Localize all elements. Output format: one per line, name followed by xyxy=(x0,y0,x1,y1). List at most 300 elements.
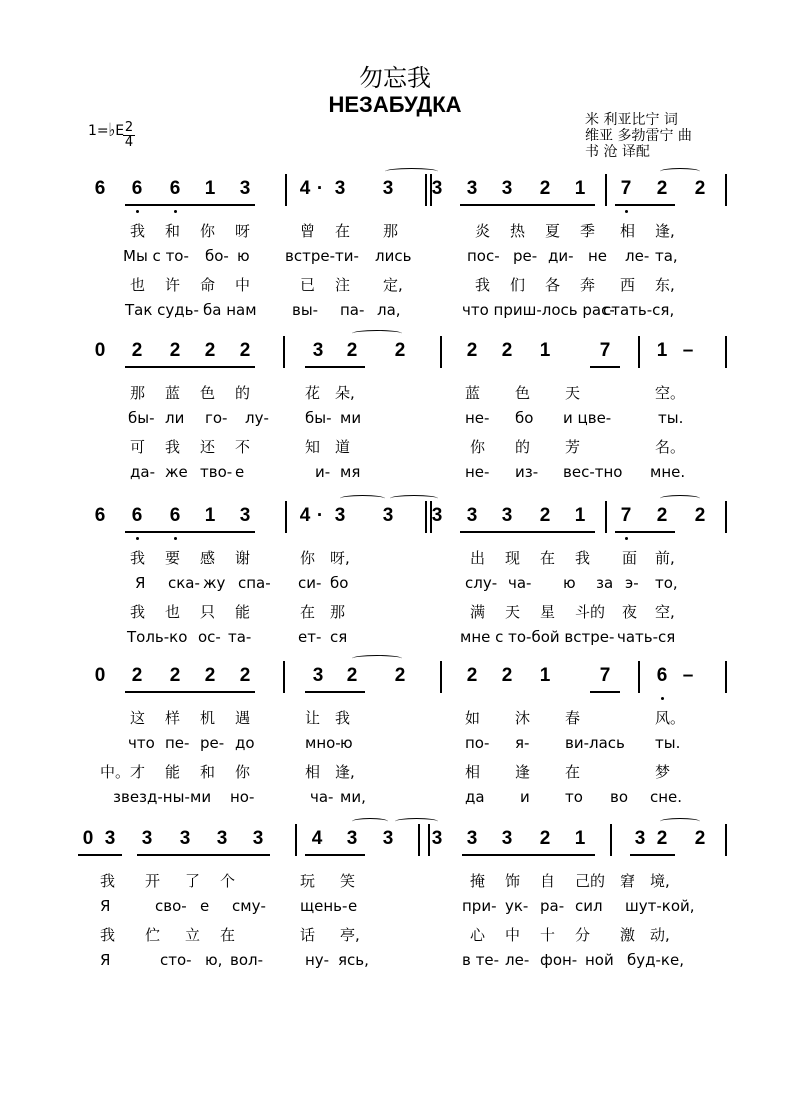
note: 7 xyxy=(599,340,611,361)
lyric-syllable: мно- xyxy=(305,734,341,752)
lyric-syllable: 许 xyxy=(165,276,181,294)
lyric-syllable: ми xyxy=(340,409,362,427)
bar-line xyxy=(285,174,287,206)
lyric-syllable: 定, xyxy=(383,276,403,294)
time-denominator: 4 xyxy=(124,135,134,150)
lyric-syllable: 斗的 xyxy=(575,603,606,621)
lyric-syllable: э- xyxy=(625,574,639,592)
tie-arc xyxy=(352,818,388,825)
note: 2 xyxy=(466,340,478,361)
lyric-syllable: та- xyxy=(228,628,252,646)
note: 7 xyxy=(599,665,611,686)
beam-line xyxy=(137,854,270,856)
lyric-syllable: пе- xyxy=(165,734,190,752)
lyric-syllable: 相 xyxy=(305,763,321,781)
lyric-syllable: ре- xyxy=(513,247,538,265)
lyric-syllable: 热 xyxy=(510,222,526,240)
lyric-syllable: 开 xyxy=(145,872,161,890)
note: 3 xyxy=(431,828,443,849)
octave-dot xyxy=(136,537,139,540)
lyric-syllable: 逢 xyxy=(515,763,531,781)
lyric-syllable: 春 xyxy=(565,709,581,727)
lyric-syllable: ну- xyxy=(305,951,330,969)
lyric-syllable: за xyxy=(596,574,614,592)
bar-line xyxy=(725,501,727,533)
lyric-syllable: Я xyxy=(135,574,146,592)
lyric-syllable: 中 xyxy=(505,926,521,944)
bar-line xyxy=(283,336,285,368)
lyric-syllable: 能 xyxy=(235,603,251,621)
lyric-syllable: 机 xyxy=(200,709,216,727)
lyric-syllable: лись xyxy=(375,247,412,265)
bar-line xyxy=(418,824,420,856)
lyric-syllable: и xyxy=(520,788,530,806)
lyric-syllable: 相 xyxy=(620,222,636,240)
bar-line xyxy=(425,501,427,533)
key-label: 1= xyxy=(88,123,109,139)
lyric-syllable: 梦 xyxy=(655,763,671,781)
lyric-syllable: 在 xyxy=(540,549,556,567)
tie-arc xyxy=(660,168,700,175)
lyric-syllable: е xyxy=(200,897,210,915)
note: 2 xyxy=(394,665,406,686)
note: 3 xyxy=(634,828,646,849)
lyric-syllable: 你 xyxy=(300,549,316,567)
lyric-syllable: не xyxy=(588,247,608,265)
bar-line xyxy=(638,661,640,693)
lyric-syllable: 我 xyxy=(165,438,181,456)
lyric-syllable: 我 xyxy=(130,549,146,567)
lyric-syllable: 如 xyxy=(465,709,481,727)
lyric-syllable: ет- xyxy=(298,628,322,646)
note: 3 xyxy=(104,828,116,849)
lyric-syllable: звезд-ны- xyxy=(113,788,190,806)
beam-line xyxy=(78,854,122,856)
lyric-syllable: 亭, xyxy=(340,926,360,944)
note: 1 xyxy=(204,505,216,526)
lyric-syllable: 那 xyxy=(130,384,146,402)
credits xyxy=(585,112,692,160)
note: 6 xyxy=(131,505,143,526)
lyric-syllable: 只 xyxy=(200,603,216,621)
lyric-syllable: 你 xyxy=(470,438,486,456)
bar-line xyxy=(440,661,442,693)
lyric-syllable: буд-ке, xyxy=(627,951,684,969)
lyric-syllable: но- xyxy=(230,788,255,806)
bar-line xyxy=(605,174,607,206)
lyric-syllable: же xyxy=(165,463,188,481)
note: 1 xyxy=(574,828,586,849)
note: 3 xyxy=(312,340,324,361)
note: 1 xyxy=(656,340,668,361)
lyric-syllable: 境, xyxy=(650,872,670,890)
lyric-syllable: шут-кой, xyxy=(625,897,695,915)
lyric-syllable: 己的 xyxy=(575,872,606,890)
bar-line xyxy=(425,174,427,206)
lyric-syllable: сил xyxy=(575,897,603,915)
note: 3 xyxy=(334,505,346,526)
lyric-syllable: 样 xyxy=(165,709,181,727)
note: 3 xyxy=(431,505,443,526)
lyric-syllable: сто- xyxy=(160,951,192,969)
lyric-syllable: 你 xyxy=(235,763,251,781)
lyric-syllable: 色 xyxy=(200,384,216,402)
note: 3 xyxy=(466,828,478,849)
lyric-syllable: 出 xyxy=(470,549,486,567)
lyric-syllable: 你 xyxy=(200,222,216,240)
lyric-syllable: 在 xyxy=(565,763,581,781)
lyric-syllable: спа- xyxy=(238,574,271,592)
lyric-syllable: 现 xyxy=(505,549,521,567)
lyric-syllable: ча- xyxy=(310,788,334,806)
note: 1 xyxy=(574,505,586,526)
lyric-syllable: та, xyxy=(655,247,678,265)
lyric-syllable: 天 xyxy=(505,603,521,621)
note: 3 xyxy=(431,178,443,199)
octave-dot xyxy=(174,537,177,540)
lyric-syllable: 的 xyxy=(515,438,531,456)
bar-line xyxy=(295,824,297,856)
note: 4 xyxy=(299,178,311,199)
lyric-syllable: Я xyxy=(100,951,111,969)
note: 2 xyxy=(539,505,551,526)
note: 2 xyxy=(694,505,706,526)
beam-line xyxy=(125,531,255,533)
note: 1 xyxy=(204,178,216,199)
lyric-syllable: ясь, xyxy=(338,951,369,969)
lyric-syllable: Я xyxy=(100,897,111,915)
note: 2 xyxy=(169,340,181,361)
note: 3 xyxy=(382,828,394,849)
lyric-syllable: 我 xyxy=(130,603,146,621)
beam-line xyxy=(590,691,620,693)
lyric-syllable: 笑 xyxy=(340,872,356,890)
lyric-syllable: 自 xyxy=(540,872,556,890)
lyric-syllable: пос- xyxy=(467,247,500,265)
lyric-syllable: 在 xyxy=(335,222,351,240)
note: 2 xyxy=(131,340,143,361)
lyric-syllable: щень- xyxy=(300,897,348,915)
lyric-syllable: мне. xyxy=(650,463,686,481)
tie-arc xyxy=(390,495,438,502)
note: 2 xyxy=(656,505,668,526)
lyric-syllable: ос- xyxy=(198,628,221,646)
dash: – xyxy=(682,665,694,686)
dash: – xyxy=(682,340,694,361)
note: 0 xyxy=(94,665,106,686)
note: 3 xyxy=(334,178,346,199)
note: 6 xyxy=(131,178,143,199)
lyric-syllable: 名。 xyxy=(655,438,686,456)
beam-line xyxy=(305,854,365,856)
dot: · xyxy=(316,178,324,199)
bar-line xyxy=(440,336,442,368)
lyric-syllable: 季 xyxy=(580,222,596,240)
lyric-syllable: 我 xyxy=(475,276,491,294)
note: 7 xyxy=(620,505,632,526)
note: 2 xyxy=(539,828,551,849)
note: 7 xyxy=(620,178,632,199)
lyric-syllable: да- xyxy=(130,463,155,481)
lyric-syllable: 窘 xyxy=(620,872,636,890)
lyric-syllable: 我 xyxy=(100,926,116,944)
lyric-syllable: по- xyxy=(465,734,490,752)
lyric-syllable: 激 xyxy=(620,926,636,944)
time-signature xyxy=(123,121,135,150)
lyric-syllable: 蓝 xyxy=(165,384,181,402)
lyric-syllable: 个 xyxy=(220,872,236,890)
lyric-syllable: вы- xyxy=(292,301,319,319)
credit-lyrics: 米 利亚比宁 词 xyxy=(585,112,678,128)
note: 2 xyxy=(394,340,406,361)
lyric-syllable: ук- xyxy=(505,897,529,915)
lyric-syllable: из- xyxy=(515,463,539,481)
lyric-syllable: 中。 xyxy=(100,763,131,781)
lyric-syllable: вол- xyxy=(230,951,264,969)
lyric-syllable: ви-лась xyxy=(565,734,625,752)
note: 2 xyxy=(656,178,668,199)
lyric-syllable: бы- xyxy=(128,409,155,427)
lyric-syllable: 玩 xyxy=(300,872,316,890)
lyric-syllable: стать-ся, xyxy=(603,301,675,319)
credit-music: 维亚 多勃雷宁 曲 xyxy=(585,128,692,144)
lyric-syllable: бы- xyxy=(305,409,332,427)
lyric-syllable: ты. xyxy=(658,409,684,427)
lyric-syllable: 奔 xyxy=(580,276,596,294)
lyric-syllable: 天 xyxy=(565,384,581,402)
lyric-syllable: 和 xyxy=(200,763,216,781)
lyric-syllable: тво- xyxy=(200,463,233,481)
lyric-syllable: 动, xyxy=(650,926,670,944)
lyric-syllable: 要 xyxy=(165,549,181,567)
bar-line xyxy=(725,174,727,206)
bar-line xyxy=(283,661,285,693)
bar-line xyxy=(428,824,430,856)
lyric-syllable: 呀, xyxy=(330,549,350,567)
note: 2 xyxy=(346,665,358,686)
note: 3 xyxy=(382,178,394,199)
lyric-syllable: 十 xyxy=(540,926,556,944)
lyric-syllable: 了 xyxy=(185,872,201,890)
note: 3 xyxy=(501,178,513,199)
note: 1 xyxy=(574,178,586,199)
lyric-syllable: 星 xyxy=(540,603,556,621)
note: 2 xyxy=(501,340,513,361)
lyric-syllable: 蓝 xyxy=(465,384,481,402)
note: 6 xyxy=(94,505,106,526)
note: 6 xyxy=(94,178,106,199)
lyric-syllable: лу- xyxy=(245,409,269,427)
lyric-syllable: бо xyxy=(330,574,349,592)
lyric-syllable: 沐 xyxy=(515,709,531,727)
lyric-syllable: ю xyxy=(340,734,353,752)
lyric-syllable: 前, xyxy=(655,549,675,567)
lyric-syllable: 相 xyxy=(465,763,481,781)
lyric-syllable: 可 xyxy=(130,438,146,456)
flat-sign: ♭ xyxy=(108,120,116,142)
dot: · xyxy=(316,505,324,526)
lyric-syllable: 我 xyxy=(100,872,116,890)
key-note: E xyxy=(115,123,125,139)
lyric-syllable: то xyxy=(565,788,583,806)
credit-translation: 书 沧 译配 xyxy=(585,144,650,160)
lyric-syllable: 和 xyxy=(165,222,181,240)
lyric-syllable: до xyxy=(235,734,255,752)
lyric-syllable: 东, xyxy=(655,276,675,294)
lyric-syllable: ска- xyxy=(168,574,200,592)
lyric-syllable: и цве- xyxy=(563,409,612,427)
bar-line xyxy=(638,336,640,368)
lyric-syllable: 我 xyxy=(575,549,591,567)
note: 6 xyxy=(656,665,668,686)
note: 2 xyxy=(239,340,251,361)
lyric-syllable: 这 xyxy=(130,709,146,727)
lyric-syllable: ла, xyxy=(377,301,401,319)
tie-arc xyxy=(395,818,438,825)
note: 1 xyxy=(539,665,551,686)
lyric-syllable: 能 xyxy=(165,763,181,781)
bar-line xyxy=(430,501,432,533)
lyric-syllable: ра- xyxy=(540,897,565,915)
lyric-syllable: 我 xyxy=(130,222,146,240)
lyric-syllable: 注 xyxy=(335,276,351,294)
note: 2 xyxy=(656,828,668,849)
lyric-syllable: ре- xyxy=(200,734,225,752)
lyric-syllable: 风。 xyxy=(655,709,686,727)
lyric-syllable: 饰 xyxy=(505,872,521,890)
bar-line xyxy=(610,824,612,856)
lyric-syllable: 那 xyxy=(330,603,346,621)
note: 4 xyxy=(299,505,311,526)
lyric-syllable: 遇 xyxy=(235,709,251,727)
lyric-syllable: 还 xyxy=(200,438,216,456)
lyric-syllable: 知 xyxy=(305,438,321,456)
lyric-syllable: 色 xyxy=(515,384,531,402)
lyric-syllable: сво- xyxy=(155,897,187,915)
lyric-syllable: при- xyxy=(462,897,497,915)
lyric-syllable: 朵, xyxy=(335,384,355,402)
note: 2 xyxy=(346,340,358,361)
beam-line xyxy=(305,366,365,368)
note: 3 xyxy=(239,178,251,199)
lyric-syllable: 分 xyxy=(575,926,591,944)
beam-line xyxy=(630,854,675,856)
note: 0 xyxy=(82,828,94,849)
lyric-syllable: 心 xyxy=(470,926,486,944)
note: 4 xyxy=(311,828,323,849)
note: 2 xyxy=(466,665,478,686)
lyric-syllable: 曾 xyxy=(300,222,316,240)
note: 2 xyxy=(694,178,706,199)
note: 3 xyxy=(312,665,324,686)
lyric-syllable: 话 xyxy=(300,926,316,944)
lyric-syllable: сне. xyxy=(650,788,683,806)
beam-line xyxy=(305,691,365,693)
bar-line xyxy=(725,336,727,368)
beam-line xyxy=(615,204,675,206)
lyric-syllable: встре-ти- xyxy=(285,247,359,265)
bar-line xyxy=(725,824,727,856)
time-numerator: 2 xyxy=(124,120,134,135)
note: 2 xyxy=(239,665,251,686)
tie-arc xyxy=(660,818,700,825)
lyric-syllable: 我 xyxy=(335,709,351,727)
note: 2 xyxy=(131,665,143,686)
lyric-syllable: 伫 xyxy=(145,926,161,944)
lyric-syllable: ле- xyxy=(625,247,650,265)
bar-line xyxy=(725,661,727,693)
lyric-syllable: фон- xyxy=(540,951,578,969)
lyric-syllable: 逢, xyxy=(655,222,675,240)
lyric-syllable: ной xyxy=(585,951,614,969)
lyric-syllable: 让 xyxy=(305,709,321,727)
lyric-syllable: 感 xyxy=(200,549,216,567)
lyric-syllable: па- xyxy=(340,301,365,319)
lyric-syllable: ю xyxy=(237,247,250,265)
note: 2 xyxy=(539,178,551,199)
beam-line xyxy=(125,691,255,693)
lyric-syllable: 才 xyxy=(130,763,146,781)
lyric-syllable: не- xyxy=(465,463,490,481)
note: 2 xyxy=(501,665,513,686)
octave-dot xyxy=(174,210,177,213)
note: 3 xyxy=(466,178,478,199)
tie-arc xyxy=(352,330,402,337)
lyric-syllable: 夏 xyxy=(545,222,561,240)
lyric-syllable: 的 xyxy=(235,384,251,402)
key-signature xyxy=(88,120,125,142)
octave-dot xyxy=(661,697,664,700)
beam-line xyxy=(125,366,255,368)
lyric-syllable: 道 xyxy=(335,438,351,456)
beam-line xyxy=(462,854,595,856)
tie-arc xyxy=(385,168,438,175)
lyric-syllable: мне с то-бой встре- xyxy=(460,628,615,646)
lyric-syllable: Так судь- xyxy=(125,301,199,319)
lyric-syllable: чать-ся xyxy=(617,628,676,646)
lyric-syllable: жу xyxy=(203,574,226,592)
lyric-syllable: 逢, xyxy=(335,763,355,781)
lyric-syllable: 西 xyxy=(620,276,636,294)
lyric-syllable: е xyxy=(348,897,358,915)
lyric-syllable: ли xyxy=(165,409,185,427)
note: 1 xyxy=(539,340,551,361)
note: 3 xyxy=(252,828,264,849)
bar-line xyxy=(285,501,287,533)
lyric-syllable: 也 xyxy=(130,276,146,294)
note: 2 xyxy=(204,340,216,361)
lyric-syllable: что приш-лось рас- xyxy=(462,301,615,319)
lyric-syllable: я- xyxy=(515,734,530,752)
lyric-syllable: бо- xyxy=(205,247,229,265)
lyric-syllable: 面 xyxy=(622,549,638,567)
note: 6 xyxy=(169,178,181,199)
lyric-syllable: 已 xyxy=(300,276,316,294)
lyric-syllable: си- xyxy=(298,574,322,592)
lyric-syllable: 空。 xyxy=(655,384,686,402)
note: 3 xyxy=(179,828,191,849)
lyric-syllable: 谢 xyxy=(235,549,251,567)
note: 3 xyxy=(466,505,478,526)
note: 6 xyxy=(169,505,181,526)
lyric-syllable: не- xyxy=(465,409,490,427)
lyric-syllable: вес-тно xyxy=(563,463,623,481)
note: 3 xyxy=(216,828,228,849)
lyric-syllable: 各 xyxy=(545,276,561,294)
lyric-syllable: 中 xyxy=(235,276,251,294)
lyric-syllable: да xyxy=(465,788,485,806)
lyric-syllable: во xyxy=(610,788,629,806)
